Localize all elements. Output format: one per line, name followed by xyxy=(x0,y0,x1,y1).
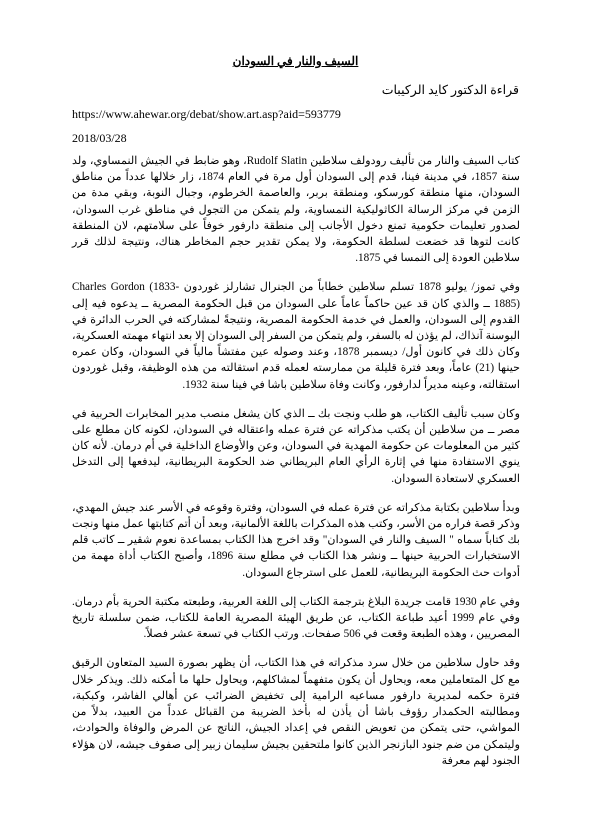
paragraph: وفي عام 1930 قامت جريدة البلاغ بترجمة الكتاب إلى اللغة العربية، وطبعته مكتبة الحرية بأم درمان. وفي عام 1999 أعيد طباعة الكتاب، عن طريق الهيئة المصرية العامة للكتاب، ضمن سلسلة تاريخ المصريين ، وهذه الطبعة وقعت في 506 صفحات. ورتب الكتاب في تسعة عشر فصلاً. xyxy=(72,595,520,641)
document-title: السيف والنار في السودان xyxy=(232,54,359,68)
paragraph: وقد حاول سلاطين من خلال سرد مذكراته في هذا الكتاب، أن يظهر بصورة السيد المتعاون الرقيق مع كل المتعاملين معه، ويحاول أن يكون متفهماً لمشاكلهم، ويحاول حلها ما أمكنه ذلك. ويذكر خلال فترة حكمه لمديرية دارفور مساعيه الرامية إلى تخفيض الضرائب عن أهالي الفاشر، وكبكبة، ومطالبته الحكمدار رؤوف باشا أن يأذن له بأخذ الضريبة من القبائل عدداً من العبيد، بدلاً من المواشي، حتى يتمكن من تعويض النقص في إعداد الجيش، الناتج عن المرض والوفاة والحوادث، وليتمكن من ضم جنود البازنجر الذين كانوا ملتحقين بجيش سليمان زبير إلى صفوف جيشه، لان هؤلاء الجنود لهم معرفة xyxy=(72,657,520,767)
author-line: قراءة الدكتور كايد الركيبات xyxy=(381,83,519,97)
publication-date: 2018/03/28 xyxy=(72,131,127,145)
paragraph: وفي تموز/ يوليو 1878 تسلم سلاطين خطاباً من الجنرال تشارلز غوردون Charles Gordon (1833- 1885) ــ والذي كان قد عين حاكماً عاماً على السودان من قبل الحكومة المصرية ــ يدعوه فيه إلى القدوم إلى السودان، والعمل في خدمة الحكومة المصرية، ونتيجةً لمشاركته في الحرب الدائرة في البوسنة آنذاك، لم يؤذن له بالسفر، ولم يتمكن من السفر إلى السودان إلا بعد انتهاء مهمته العسكرية، وكان ذلك في كانون أول/ ديسمبر 1878، وعند وصوله عين مفتشاً مالياً في السودان، وكان عمره حينها (21) عاماً، وبعد فترة قليلة من ممارسته لعمله قدم استقالته من هذه الوظيفة، وقبل غوردون استقالته، وعينه مديراً لدارفور، وكانت وفاة سلاطين باشا في فينا سنة 1932. xyxy=(72,281,521,391)
paragraph: وبدأ سلاطين بكتابة مذكراته عن فترة عمله في السودان، وفترة وقوعه في الأسر عند جيش المهدي، وذكر قصة فراره من الأسر، وكتب هذه المذكرات باللغة الألمانية، وبعد أن أتم كتابتها عمل منها ونجت بك كتاباً سماه " السيف والنار في السودان" وقد اخرج هذا الكتاب بمساعدة نعوم شقير ــ كاتب قلم الاستخبارات الحربية حينها ــ ونشر هذا الكتاب في مطلع سنة 1896، وأصبح الكتاب أداة مهمة من أدوات حث الحكومة البريطانية، للعمل على استرجاع السودان. xyxy=(72,501,520,579)
source-url: https://www.ahewar.org/debat/show.art.asp?aid=593779 xyxy=(72,107,341,121)
paragraph: كتاب السيف والنار من تأليف رودولف سلاطين Rudolf Slatin، وهو ضابط في الجيش النمساوي، ولد سنة 1857، في مدينة فينا، قدم إلى السودان أول مرة في العام 1874، زار خلالها عدداً من مناطق السودان، منها منطقة كورسكو، ومنطقة بربر، والعاصمة الخرطوم، وجبال النوبة، وبقي مدة من الزمن في مركز الرسالة الكاثوليكية النمساوية، ولم يتمكن من التجول في مناطق غرب السودان، لصدور تعليمات حكومية تمنع دخول الأجانب إلى منطقة دارفور خوفاً على سلامتهم، لان المنطقة كانت لتوها قد خضعت لسلطة الحكومة، ولا يمكن تقدير حجم المخاطر هناك، ونتيجة لذلك قرر سلاطين العودة إلى النمسا في 1875. xyxy=(72,155,520,265)
article-body xyxy=(72,153,520,782)
paragraph: وكان سبب تأليف الكتاب، هو طلب ونجت بك ــ الذي كان يشغل منصب مدير المخابرات الحربية في مصر ــ من سلاطين أن يكتب مذكراته عن فترة عمله واعتقاله في السودان، لكونه كان مطلع على كثير من المعلومات عن حكومة المهدية في السودان، وعن والأوضاع الداخلية في أم درمان. لأنه كان ينوي الاستفادة منها في إثارة الرأي العام البريطاني ضد الحكومة البريطانية، ليدفعها إلى التدخل العسكري لاستعادة السودان. xyxy=(72,407,520,485)
